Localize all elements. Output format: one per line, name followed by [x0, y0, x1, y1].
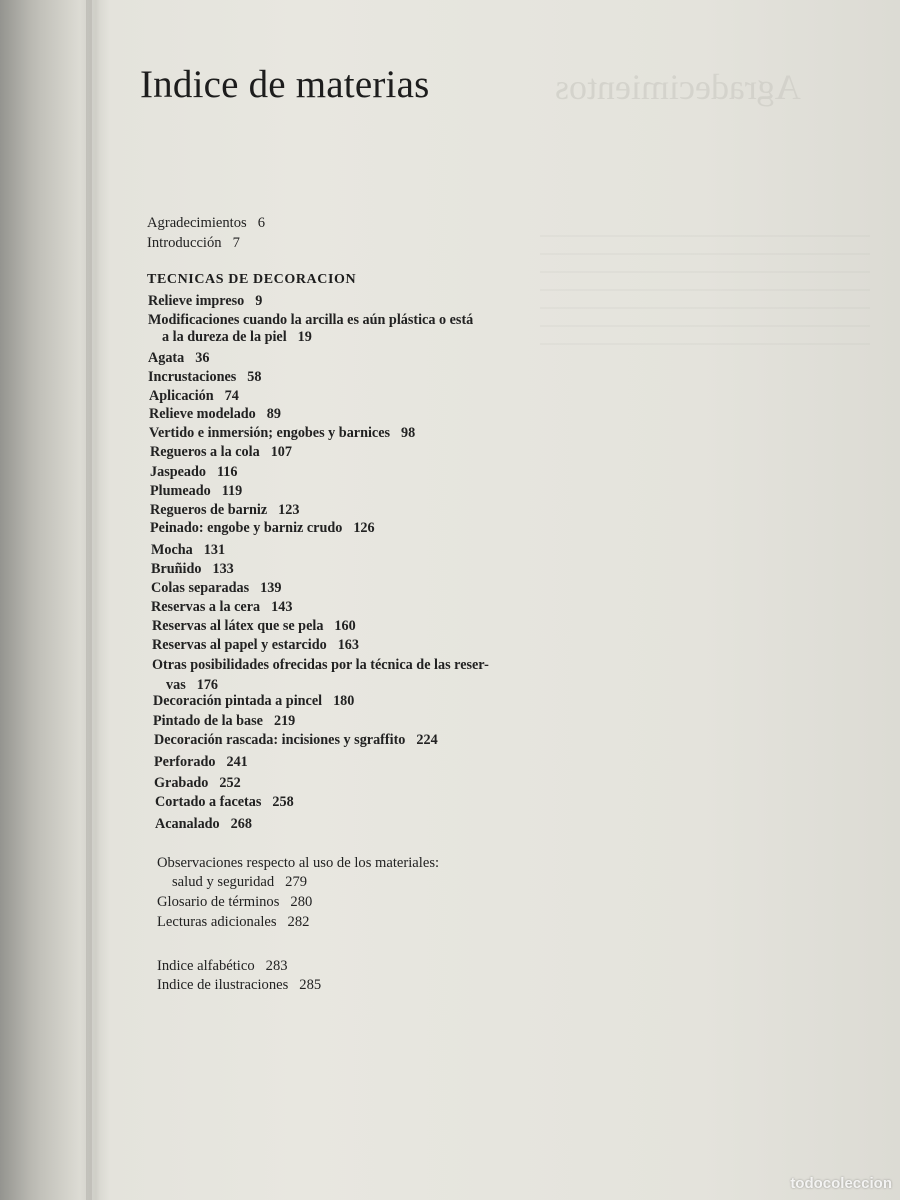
toc-entry-label: salud y seguridad — [172, 874, 275, 890]
toc-entry-label: Jaspeado — [150, 464, 206, 480]
toc-entry — [151, 541, 225, 559]
toc-entry-label: Agata — [148, 350, 185, 366]
toc-entry — [151, 579, 281, 597]
toc-entry — [155, 793, 294, 811]
toc-entry-page: 160 — [334, 618, 356, 634]
toc-entry-page: 133 — [212, 561, 234, 577]
toc-entry-page: 116 — [216, 464, 238, 480]
toc-entry — [150, 463, 237, 481]
toc-entry-label: Observaciones respecto al uso de los materiales: — [157, 855, 440, 871]
toc-entry — [148, 368, 261, 386]
toc-entry — [150, 519, 375, 537]
toc-entry-label: Indice alfabético — [157, 958, 255, 974]
toc-entry — [149, 405, 281, 423]
toc-entry-page: 123 — [278, 502, 300, 518]
toc-entry-label: Regueros de barniz — [150, 502, 268, 518]
toc-entry-page: 9 — [255, 293, 263, 309]
toc-entry — [157, 893, 312, 911]
toc-entry — [150, 482, 242, 500]
toc-entry-label: Indice de ilustraciones — [157, 977, 289, 993]
toc-entry — [157, 913, 309, 931]
toc-entry-label: Peinado: engobe y barniz crudo — [150, 520, 343, 536]
toc-entry-label: Plumeado — [150, 483, 211, 499]
toc-entry-label: Modificaciones cuando la arcilla es aún plástica o está — [148, 312, 474, 328]
toc-entry-label: Perforado — [154, 754, 216, 770]
bleed-through-text — [540, 235, 870, 355]
toc-entry-label: Colas separadas — [151, 580, 250, 596]
toc-entry-page: 143 — [271, 599, 293, 615]
toc-entry-page: 6 — [257, 215, 265, 231]
toc-entry-page: 280 — [290, 894, 313, 910]
toc-entry — [151, 598, 292, 616]
toc-entry-page: 282 — [287, 914, 310, 930]
toc-entry — [153, 692, 354, 710]
toc-entry — [154, 731, 438, 749]
page-title: Indice de materias — [140, 63, 430, 106]
toc-entry — [157, 854, 439, 872]
toc-entry-page: 224 — [416, 732, 438, 748]
toc-entry — [154, 753, 248, 771]
page-gutter-shadow — [86, 0, 100, 1200]
toc-entry-label: Cortado a facetas — [155, 794, 262, 810]
toc-entry-page: 279 — [285, 874, 308, 890]
toc-entry — [150, 443, 292, 461]
toc-entry-page: 268 — [230, 816, 252, 832]
toc-entry-label: Reservas al látex que se pela — [152, 618, 324, 634]
toc-entry-page: 163 — [337, 637, 359, 653]
toc-entry-page: 119 — [221, 483, 243, 499]
toc-entry — [151, 560, 234, 578]
book-spine — [0, 0, 92, 1200]
section-heading: TECNICAS DE DECORACION — [147, 272, 357, 287]
toc-entry — [149, 387, 239, 405]
toc-entry-continuation — [172, 873, 307, 891]
toc-entry-page: 126 — [353, 520, 375, 536]
toc-entry — [152, 617, 356, 635]
toc-entry-label: Introducción — [147, 235, 222, 251]
toc-entry — [152, 656, 489, 674]
toc-entry — [149, 424, 415, 442]
toc-entry-label: Vertido e inmersión; engobes y barnices — [149, 425, 391, 441]
toc-entry-page: 58 — [247, 369, 262, 385]
toc-entry — [150, 501, 299, 519]
toc-entry-page: 98 — [401, 425, 416, 441]
toc-entry-page: 107 — [270, 444, 292, 460]
toc-entry — [155, 815, 252, 833]
toc-entry-label: Pintado de la base — [153, 713, 263, 729]
toc-entry-page: 241 — [226, 754, 248, 770]
toc-entry-introduction — [147, 234, 240, 252]
toc-entry-label: Decoración pintada a pincel — [153, 693, 323, 709]
toc-entry-page: 36 — [195, 350, 210, 366]
toc-entry-page: 74 — [224, 388, 239, 404]
toc-entry-label: Mocha — [151, 542, 193, 558]
toc-entry-continuation — [162, 328, 312, 346]
toc-entry-label: Incrustaciones — [148, 369, 237, 385]
toc-entry — [148, 292, 262, 310]
bleed-through-title: Agradecimientos — [555, 67, 801, 107]
toc-entry-page: 131 — [203, 542, 226, 558]
toc-entry-label: Otras posibilidades ofrecidas por la técnica de las reser- — [152, 657, 489, 673]
toc-entry — [148, 311, 473, 329]
toc-entry-label: Lecturas adicionales — [157, 914, 277, 930]
toc-entry-page: 283 — [265, 958, 288, 974]
toc-entry-acknowledgements — [147, 214, 265, 232]
toc-entry-label: Relieve modelado — [149, 406, 256, 422]
toc-entry-page: 7 — [232, 235, 240, 251]
toc-entry-label: Decoración rascada: incisiones y sgraffito — [154, 732, 406, 748]
toc-entry — [154, 774, 241, 792]
toc-entry-page: 285 — [299, 977, 322, 993]
toc-entry-page: 219 — [273, 713, 296, 729]
toc-entry-label: Grabado — [154, 775, 209, 791]
toc-entry-page: 139 — [260, 580, 282, 596]
toc-entry-label: Aplicación — [149, 388, 214, 404]
toc-entry-page: 176 — [196, 677, 218, 693]
toc-entry-label: Regueros a la cola — [150, 444, 260, 460]
toc-entry-label: Reservas a la cera — [151, 599, 261, 615]
toc-entry-page: 19 — [297, 329, 312, 345]
toc-entry-label: Acanalado — [155, 816, 220, 832]
toc-entry — [157, 976, 321, 994]
toc-entry — [152, 636, 359, 654]
watermark: todocoleccion — [790, 1175, 892, 1192]
toc-entry-label: Reservas al papel y estarcido — [152, 637, 327, 653]
toc-entry-label: Bruñido — [151, 561, 202, 577]
toc-entry-page: 180 — [333, 693, 355, 709]
toc-entry-label: Glosario de términos — [157, 894, 280, 910]
toc-entry — [153, 712, 295, 730]
toc-entry-label: vas — [166, 677, 186, 693]
toc-entry-label: Relieve impreso — [148, 293, 245, 309]
toc-entry — [148, 349, 209, 367]
toc-entry-page: 252 — [219, 775, 241, 791]
toc-entry-page: 258 — [272, 794, 294, 810]
toc-entry — [157, 957, 288, 975]
toc-entry-label: a la dureza de la piel — [162, 329, 287, 345]
toc-entry-page: 89 — [266, 406, 281, 422]
toc-entry-label: Agradecimientos — [147, 215, 247, 231]
